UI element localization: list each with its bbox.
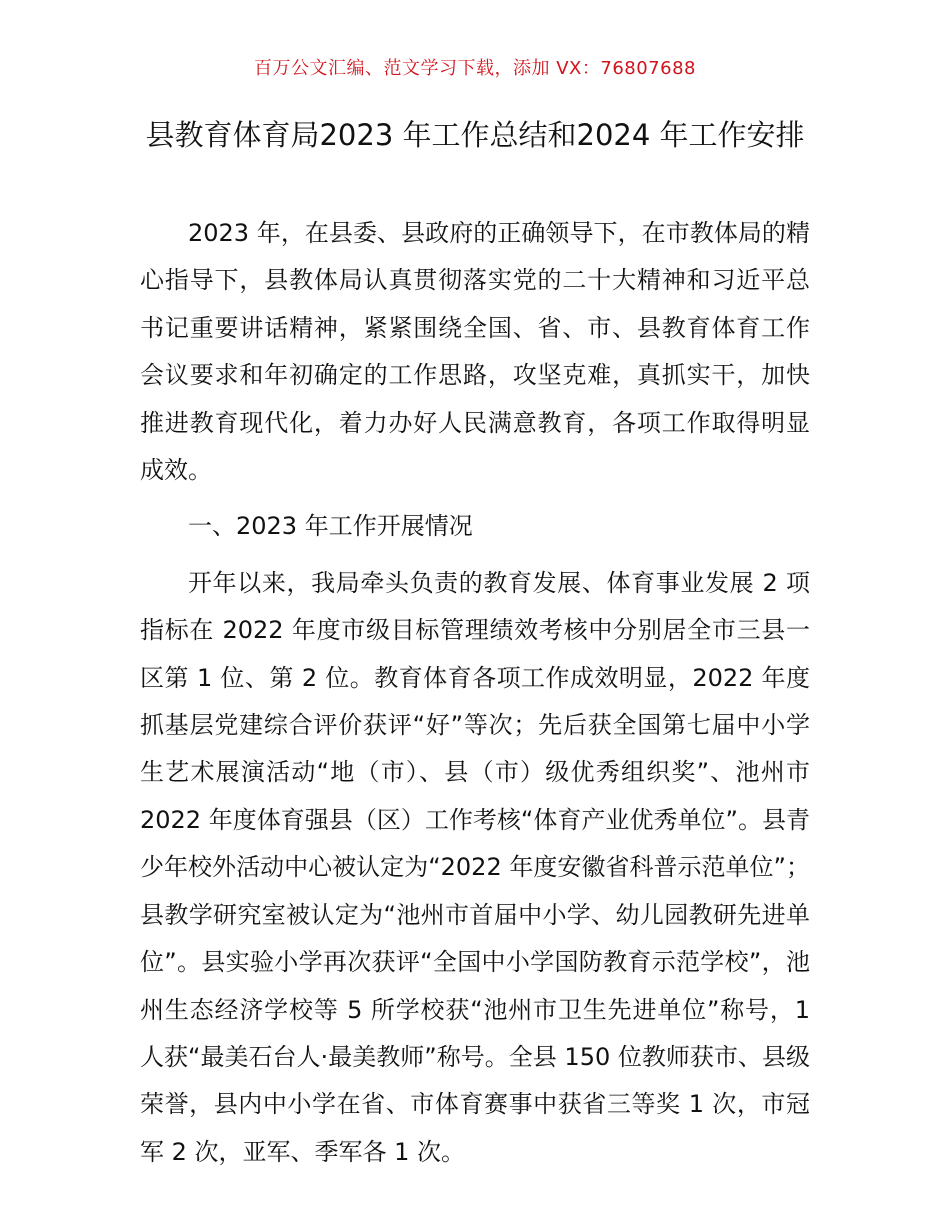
document-body	[140, 210, 810, 1185]
body-paragraph: 开年以来，我局牵头负责的教育发展、体育事业发展 2 项指标在 2022 年度市级目标管理绩效考核中分别居全市三县一区第 1 位、第 2 位。教育体育各项工作成效明显，2022 年度抓基层党建综合评价获评“好”等次；先后获全国第七届中小学生艺术展演活动“地（市）、县（市）级优秀组织奖”、池州市 2022 年度体育强县（区）工作考核“体育产业优秀单位”。县青少年校外活动中心被认定为“2022 年度安徽省科普示范单位”；县教学研究室被认定为“池州市首届中小学、幼儿园教研先进单位”。县实验小学再次获评“全国中小学国防教育示范学校”，池州生态经济学校等 5 所学校获“池州市卫生先进单位”称号，1 人获“最美石台人·最美教师”称号。全县 150 位教师获市、县级荣誉，县内中小学在省、市体育赛事中获省三等奖 1 次，市冠军 2 次，亚军、季军各 1 次。	[140, 568, 810, 1166]
document-title: 县教育体育局2023 年工作总结和2024 年工作安排	[145, 118, 805, 152]
section-heading: 一、2023 年工作开展情况	[188, 512, 473, 541]
intro-paragraph: 2023 年，在县委、县政府的正确领导下，在市教体局的精心指导下，县教体局认真贯彻落实党的二十大精神和习近平总书记重要讲话精神，紧紧围绕全国、省、市、县教育体育工作会议要求和年初确定的工作思路，攻坚克难，真抓实干，加快推进教育现代化，着力办好人民满意教育，各项工作取得明显成效。	[140, 219, 810, 485]
watermark-header: 百万公文汇编、范文学习下载，添加 VX：76807688	[254, 58, 696, 79]
